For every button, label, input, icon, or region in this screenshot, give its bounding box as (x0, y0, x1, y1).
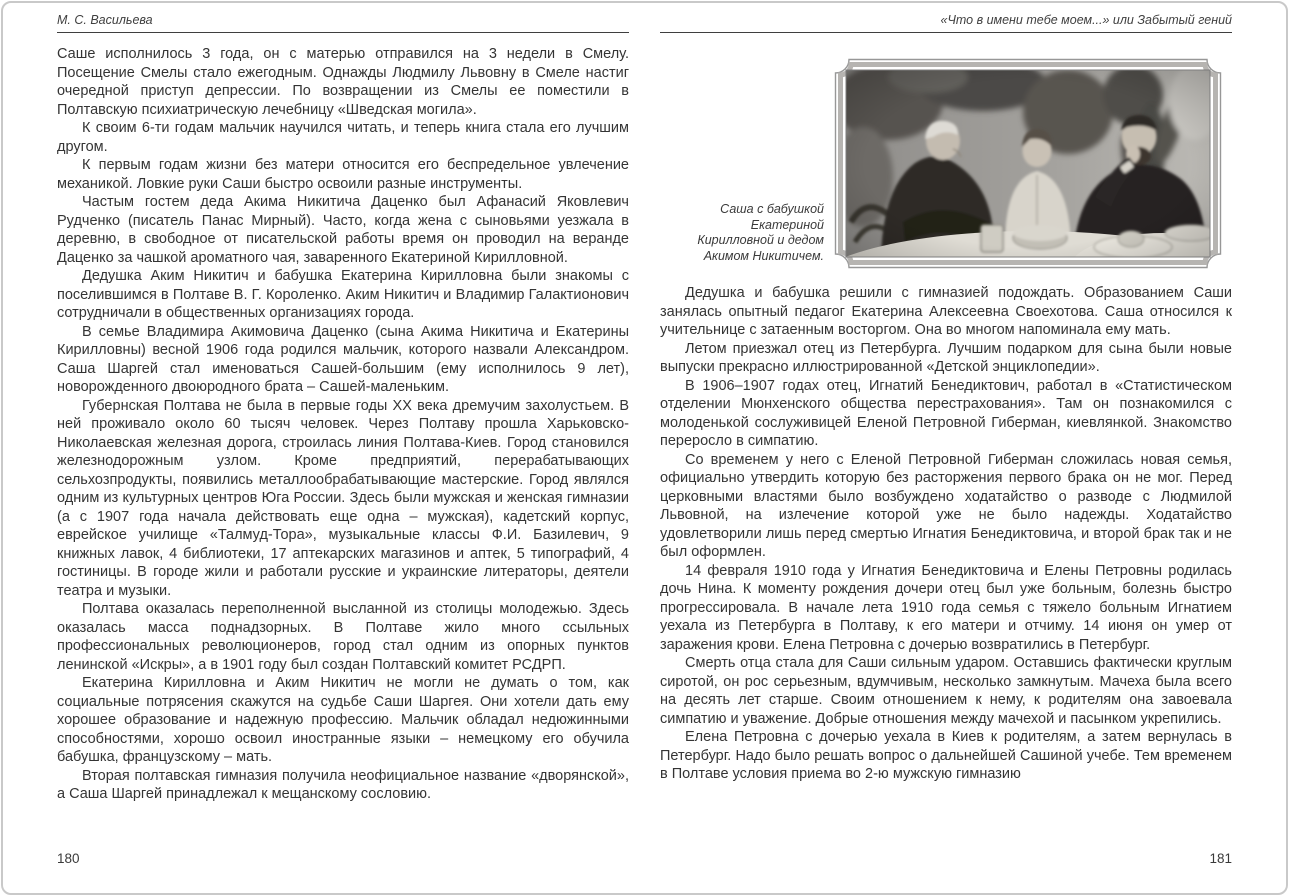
paragraph: К своим 6-ти годам мальчик научился читать, и теперь книга стала его лучшим другом. (57, 120, 629, 155)
paragraph: Дедушка и бабушка решили с гимназией подождать. Образованием Саши занялась опытный педагог Екатерина Алексеевна Своехотова. Саша относился к учительнице с затаенным восторгом. Она во многом напоминала ему мать. (660, 285, 1232, 338)
body-text-left (57, 45, 629, 851)
paragraph: Полтава оказалась переполненной высланной из столицы молодежью. Здесь оказалась масса поднадзорных. В Полтаве жило много ссыльных профессиональных революционеров, город стал одним из опорных пунктов ленинской «Искры», а в 1901 году был создан Полтавский комитет РСДРП. (57, 601, 629, 673)
family-photo (833, 57, 1223, 270)
header-rule (57, 32, 629, 33)
page-number-left: 180 (57, 851, 80, 866)
paragraph: Вторая полтавская гимназия получила неофициальное название «дворянской», а Саша Шаргей принадлежал к мещанскому сословию. (57, 767, 629, 802)
photo-caption: Саша с бабушкой Екатериной Кирилловной и дедом Акимом Никитичем. (697, 202, 824, 263)
paragraph: В 1906–1907 годах отец, Игнатий Бенедиктович, работал в «Статистическом отделении Мюнхенского общества перестрахования». Там он познакомился с молоденькой сослуживицей Еленой Петровной Гиберман, киевлянкой. Знакомство переросло в симпатию. (660, 377, 1232, 449)
paragraph: В семье Владимира Акимовича Даценко (сына Акима Никитича и Екатерины Кирилловны) весной 1906 года родился мальчик, которого назвали Александром. Саша Шаргей стал именоваться Сашей-большим (ему исполнилось 9 лет), новорожденного двоюродного брата – Сашей-маленьким. (57, 323, 629, 395)
paragraph: Летом приезжал отец из Петербурга. Лучшим подарком для сына были новые выпуски прекрасно иллюстрированной «Детской энциклопедии». (660, 340, 1232, 375)
paragraph: Дедушка Аким Никитич и бабушка Екатерина Кирилловна были знакомы с поселившимся в Полтаве В. Г. Короленко. Аким Никитич и Владимир Галактионович сотрудничали в общественных организациях города. (57, 268, 629, 321)
page-right (660, 0, 1232, 896)
header-rule (660, 32, 1232, 33)
paragraph: Елена Петровна с дочерью уехала в Киев к родителям, а затем вернулась в Петербург. Надо было решать вопрос о дальнейшей Сашиной учебе. Тем временем в Полтаве условия приема во 2-ю мужскую гимназию (660, 729, 1232, 782)
running-head-title: «Что в имени тебе моем...» или Забытый гений (940, 13, 1232, 27)
paragraph: Екатерина Кирилловна и Аким Никитич не могли не думать о том, как социальные потрясения скажутся на судьбе Саши Шаргея. Они хотели дать ему хорошее образование и надежную профессию. Мальчик обладал недюжинными способностями, хорошо освоил иностранные языки – немецкому его обучила бабушка, французскому – мать. (57, 675, 629, 765)
photo-image (833, 59, 1223, 270)
paragraph: Саше исполнилось 3 года, он с матерью отправился на 3 недели в Смелу. Посещение Смелы стало ежегодным. Однажды Людмилу Львовну в Смеле настиг очередной приступ депрессии. По возвращении из Смелы ее поместили в Полтавскую психиатрическую лечебницу «Шведская могила». (57, 46, 629, 118)
paragraph: 14 февраля 1910 года у Игнатия Бенедиктовича и Елены Петровны родилась дочь Нина. К моменту рождения дочери отец был уже больным, болезнь быстро прогрессировала. В начале лета 1910 года семья с тяжело больным Игнатием уехала из Петербурга в Полтаву, к его матери и отчиму. 14 июня он умер от заражения крови. Елена Петровна с дочерью возвратились в Петербург. (660, 562, 1232, 653)
page-left (57, 0, 629, 896)
paragraph: Смерть отца стала для Саши сильным ударом. Оставшись фактически круглым сиротой, он рос серьезным, вдумчивым, несколько замкнутым. Мачеха была всего на десять лет старше. Своим отношением к нему, к родителям она завоевала симпатию и уважение. Добрые отношения между мачехой и пасынком укрепились. (660, 655, 1232, 727)
page-number-right: 181 (1209, 851, 1232, 866)
paragraph: Частым гостем деда Акима Никитича Даценко был Афанасий Яковлевич Рудченко (писатель Панас Мирный). Часто, когда жена с сыновьями уезжала в деревню, в свободное от писательской работы время он проводил на веранде Даценко за чашкой ароматного чая, заваренного Екатериной Кирилловной. (57, 194, 629, 266)
paragraph: Со временем у него с Еленой Петровной Гиберман сложилась новая семья, официально утвердить которую без расторжения первого брака он не мог. Перед церковными властями было возбуждено ходатайство о разводе с Людмилой Львовной, на излечение которой уже не было надежды. Ходатайство удовлетворили лишь перед смертью Игнатия Бенедиктовича, и второй брак так и не был оформлен. (660, 451, 1232, 560)
running-head-author: М. С. Васильева (57, 13, 153, 27)
paragraph: К первым годам жизни без матери относится его беспредельное увлечение механикой. Ловкие руки Саши быстро освоили разные инструменты. (57, 157, 629, 192)
paragraph: Губернская Полтава не была в первые годы XX века дремучим захолустьем. В ней проживало около 60 тысяч человек. Через Полтаву прошла Харьковско-Николаевская железная дорога, строилась линия Полтава-Киев. Город становился железнодорожным узлом. Кроме предприятий, перерабатывающих сельхозпродукты, появились металлообрабатывающие мастерские. Город являлся одним из культурных центров Юга России. Здесь были мужская и женская гимназии (а с 1907 года начала действовать еще одна – мужская), кадетский корпус, еврейское училище «Талмуд-Тора», музыкальные классы Ф.И. Базилевич, 9 книжных лавок, 4 библиотеки, 17 аптекарских магазинов и аптек, 5 типографий, 4 гостиницы. В городе жили и работали русские и украинские литераторы, деятели театра и музыки. (57, 397, 629, 599)
body-text-right (660, 284, 1232, 850)
